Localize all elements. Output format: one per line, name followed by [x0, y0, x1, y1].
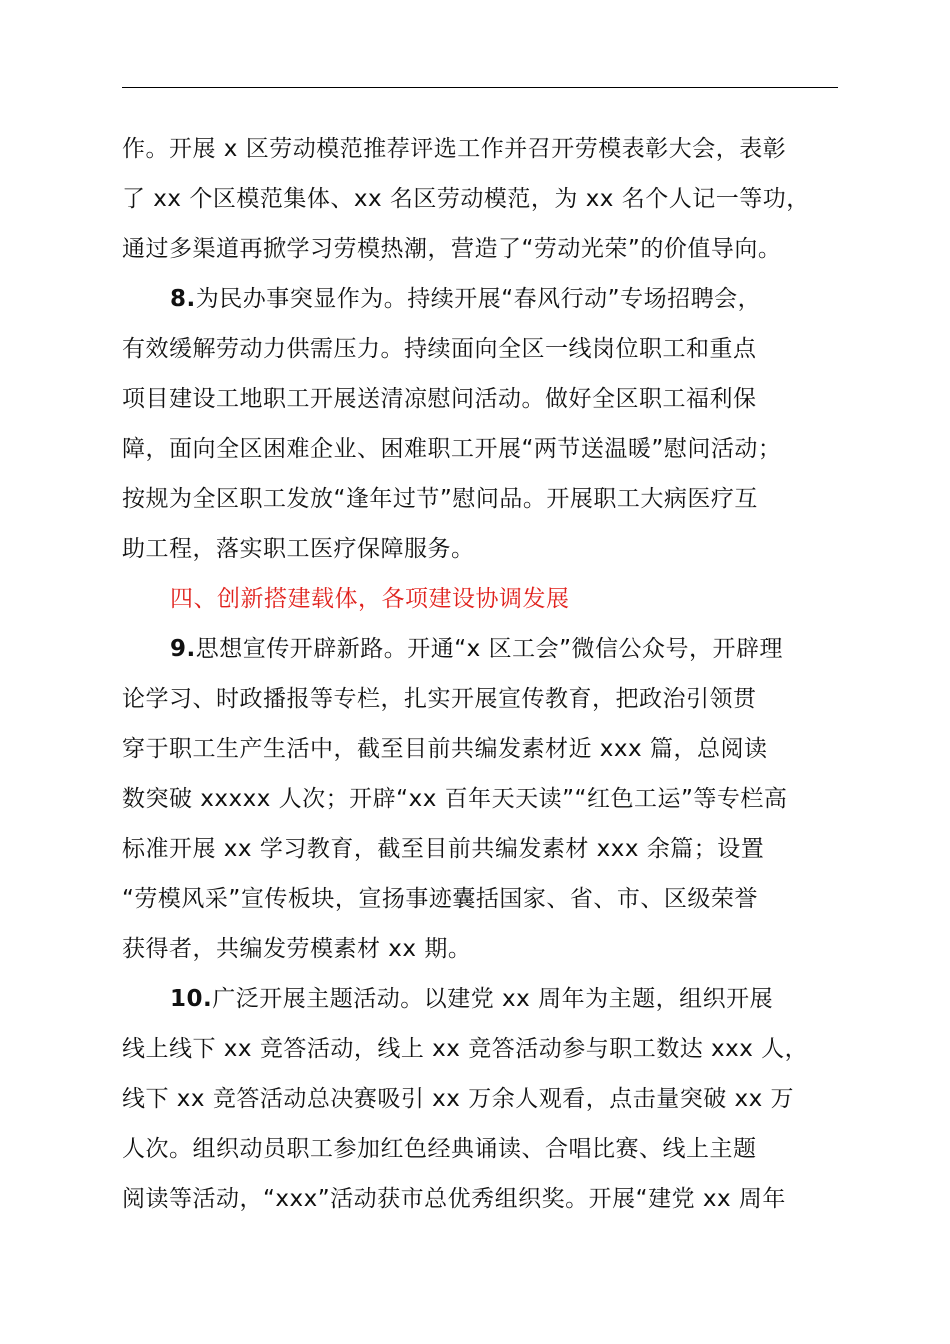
text-line: 障，面向全区困难企业、困难职工开展“两节送温暖”慰问活动； — [122, 436, 782, 462]
paragraph-text: 广泛开展主题活动。以建党 xx 周年为主题，组织开展 — [212, 986, 774, 1012]
paragraph-9-first-line — [122, 624, 858, 674]
text-line: 按规为全区职工发放“逢年过节”慰问品。开展职工大病医疗互 — [122, 486, 758, 512]
text-line: 阅读等活动，“xxx”活动获市总优秀组织奖。开展“建党 xx 周年 — [122, 1186, 786, 1212]
paragraph-text: 思想宣传开辟新路。开通“x 区工会”微信公众号，开辟理 — [195, 636, 784, 662]
text-line: 有效缓解劳动力供需压力。持续面向全区一线岗位职工和重点 — [122, 336, 757, 362]
text-line: 标准开展 xx 学习教育，截至目前共编发素材 xxx 余篇；设置 — [122, 836, 765, 862]
paragraph-10-first-line — [122, 974, 858, 1024]
text-line: 线下 xx 竞答活动总决赛吸引 xx 万余人观看，点击量突破 xx 万 — [122, 1086, 795, 1112]
text-line: 助工程，落实职工医疗保障服务。 — [122, 536, 475, 562]
text-line: “劳模风采”宣传板块，宣扬事迹囊括国家、省、市、区级荣誉 — [122, 886, 758, 912]
item-number: 10. — [170, 986, 213, 1012]
paragraph-8-first-line — [122, 274, 858, 324]
text-line: 项目建设工地职工开展送清凉慰问活动。做好全区职工福利保 — [122, 386, 757, 412]
text-line: 人次。组织动员职工参加红色经典诵读、合唱比赛、线上主题 — [122, 1136, 757, 1162]
text-line: 通过多渠道再掀学习劳模热潮，营造了“劳动光荣”的价值导向。 — [122, 236, 782, 262]
section-heading: 四、创新搭建载体，各项建设协调发展 — [170, 586, 570, 612]
text-line: 数突破 xxxxx 人次；开辟“xx 百年天天读”“红色工运”等专栏高 — [122, 786, 788, 812]
text-line: 作。开展 x 区劳动模范推荐评选工作并召开劳模表彰大会，表彰 — [122, 136, 787, 162]
document-body — [122, 124, 858, 1224]
header-rule — [122, 87, 838, 88]
item-number: 8. — [170, 286, 196, 312]
text-line: 论学习、时政播报等专栏，扎实开展宣传教育，把政治引领贯 — [122, 686, 757, 712]
text-line: 线上线下 xx 竞答活动，线上 xx 竞答活动参与职工数达 xxx 人， — [122, 1036, 809, 1062]
text-line: 了 xx 个区模范集体、xx 名区劳动模范，为 xx 名个人记一等功， — [122, 186, 810, 212]
item-number: 9. — [170, 636, 196, 662]
text-line: 穿于职工生产生活中，截至目前共编发素材近 xxx 篇，总阅读 — [122, 736, 768, 762]
text-line: 获得者，共编发劳模素材 xx 期。 — [122, 936, 472, 962]
paragraph-text: 为民办事突显作为。持续开展“春风行动”专场招聘会， — [195, 286, 762, 312]
